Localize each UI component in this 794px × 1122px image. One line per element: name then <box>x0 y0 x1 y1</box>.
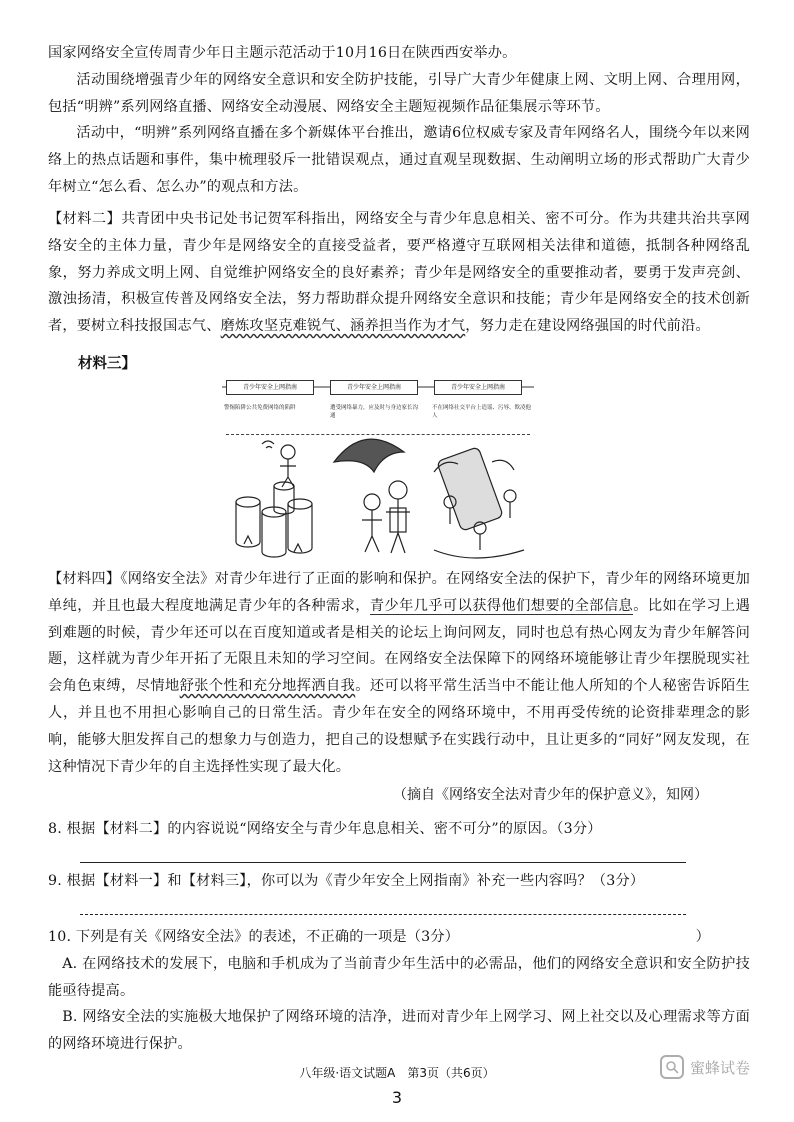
watermark-text: 蜜蜂试卷 <box>690 1058 751 1077</box>
material3-label: 材料三】 <box>78 355 136 372</box>
material3-cartoon-figure <box>222 376 534 568</box>
material2-text-after: ，努力走在建设网络强国的时代前沿。 <box>465 318 710 335</box>
material4-text-1: 【材料四】《网络安全法》对青少年进行了正面的影响和保护。在网络安全法的保护下，青少年的网络环境更加单纯，并且也最大程度地满足青少年的各种需求， <box>48 571 750 614</box>
search-magnifier-icon <box>660 1055 684 1079</box>
option-b[interactable]: B. 网络安全法的实施极大地保护了网络环境的洁净，进而对青少年上网学习、网上社交以及心理需求等方面的网络环境进行保护。 <box>48 1009 750 1053</box>
guide-title-2: 青少年安全上网指南 <box>330 380 418 395</box>
material4-text-3: 。还可以将平常生活当中不能让他人所知的个人秘密告诉陌生人，并且也不用担心影响自己的日常生活。青少年在安全的网络环境中，不用再受传统的论资排辈理念的影响，能够大胆发挥自己的想象力与创造力，把自己的设想赋予在实践行动中，且让更多的“同好”网友发现，在这种情况下青少年的自主选择性实现了最大化。 <box>48 678 750 775</box>
page-footer: 八年级·语文试题A 第3页（共6页） <box>299 1066 495 1080</box>
material1-tail: 国家网络安全宣传周青少年日主题示范活动于10月16日在陕西西安举办。 <box>48 45 517 61</box>
question-8: 8. 根据【材料二】的内容说说“网络安全与青少年息息相关、密不可分”的原因。（3分） <box>48 821 602 837</box>
question-10-stem <box>48 924 750 951</box>
guide-desc-3: 不在网络社交平台上造谣、污辱、欺凌他人 <box>432 405 532 419</box>
cartoon-illustration-icon <box>222 432 534 568</box>
material4-paragraph <box>48 566 750 780</box>
guide-title-1: 青少年安全上网指南 <box>226 380 314 395</box>
question-10 <box>48 924 750 1058</box>
source-citation: （摘自《网络安全法对青少年的保护意义》，知网） <box>393 787 708 803</box>
material1-continued <box>48 40 750 201</box>
material2-text-before: 【材料二】共青团中央书记处书记贺军科指出，网络安全与青少年息息相关、密不可分。作为共建共治共享网络安全的主体力量，青少年是网络安全的直接受益者，要严格遵守互联网相关法律和道德，抵制各种网络乱象，努力养成文明上网、自觉维护网络安全的良好素养；青少年是网络安全的重要推动者，要勇于发声亮剑、激浊扬清，积极宣传普及网络安全法，努力帮助群众提升网络安全意识和技能；青少年是网络安全的技术创新者，要树立科技报国志气、 <box>48 211 750 335</box>
material4-underlined-2: 舒张个性和充分地挥洒自我 <box>179 678 356 695</box>
option-a[interactable]: A. 在网络技术的发展下，电脑和手机成为了当前青少年生活中的必需品，他们的网络安全意识和安全防护技能亟待提高。 <box>48 955 750 999</box>
material2 <box>48 206 750 340</box>
answer-paren[interactable]: ） <box>695 929 710 945</box>
question-9: 9. 根据【材料一】和【材料三】，你可以为《青少年安全上网指南》补充一些内容吗？（3分） <box>48 873 645 889</box>
guide-desc-1: 警惕陷阱公共免费网络的陷阱 <box>224 405 296 411</box>
answer-line-q9[interactable] <box>80 914 686 915</box>
material4-underlined-1: 青少年几乎可以获得他们想要的全部信息 <box>369 597 634 614</box>
watermark <box>660 1050 760 1084</box>
material2-underlined-phrase: 磨炼攻坚克难锐气、涵养担当作为才气 <box>220 318 466 335</box>
material4 <box>48 566 750 780</box>
answer-line-q8[interactable] <box>80 862 686 863</box>
guide-banners <box>222 376 534 420</box>
material4-text-2: 。比如在学习上遇到难题的时候，青少年还可以在百度知道或者是相关的论坛上询问网友，同时也总有热心网友为青少年解答问题，这样就为青少年开拓了无限且未知的学习空间。在网络安全法保障下的网络环境能够让青少年摆脱现实社会角色束缚，尽情地 <box>48 597 750 695</box>
page-number: 3 <box>391 1088 403 1107</box>
material2-paragraph <box>48 206 750 340</box>
question-10-text: 10. 下列是有关《网络安全法》的表述，不正确的一项是（3分） <box>48 929 460 945</box>
guide-desc-2: 遭受网络暴力，应及时与身边家长沟通 <box>330 405 419 419</box>
material1-paragraph-2: 活动围绕增强青少年的网络安全意识和安全防护技能，引导广大青少年健康上网、文明上网、合理用网，包括“明辨”系列网络直播、网络安全动漫展、网络安全主题短视频作品征集展示等环节。 <box>48 71 750 115</box>
material1-paragraph-3: 活动中，“明辨”系列网络直播在多个新媒体平台推出，邀请6位权威专家及青年网络名人，围绕今年以来网络上的热点话题和事件，集中梳理驳斥一批错误观点，通过直观呈现数据、生动阐明立场的形式帮助广大青少年树立“怎么看、怎么办”的观点和方法。 <box>48 125 750 195</box>
guide-title-3: 青少年安全上网指南 <box>434 380 522 395</box>
